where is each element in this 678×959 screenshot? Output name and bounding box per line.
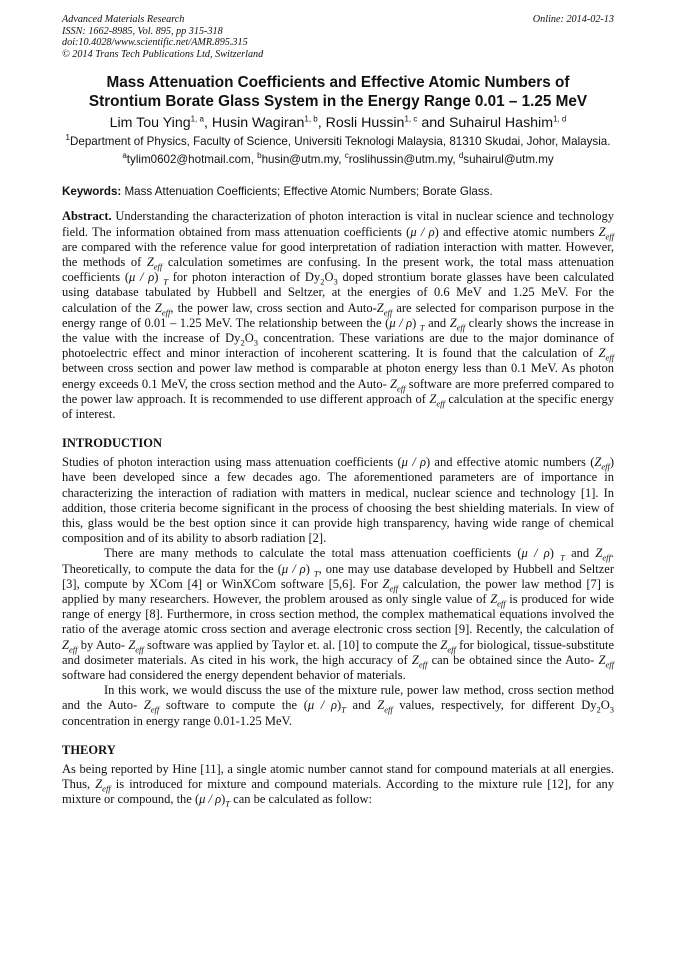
email-address: roslihussin@utm.my — [348, 153, 453, 167]
section-heading-introduction: INTRODUCTION — [62, 436, 163, 451]
email-address: tylim0602@hotmail.com — [126, 153, 251, 167]
email-mark: b — [257, 151, 262, 161]
author-name: Husin Wagiran — [211, 115, 305, 132]
email-address: suhairul@utm.my — [463, 153, 554, 167]
journal-name: Advanced Materials Research — [62, 14, 185, 25]
email-address: husin@utm.my — [261, 153, 339, 167]
abstract-paragraph: Abstract. Understanding the characterization of photon interaction is vital in nuclear science and technology field. The information obtained from mass attenuation coefficients (μ / ρ) and effective atomic numbers $Z_{eff}$ are compared with the reference value for good interpretation of radiation interaction with matter. However, the methods of $Z_{eff}$ calculation sometimes are confusing. In the present work, the total mass attenuation coefficients (μ / ρ) $_T$ for photon interaction of $Dy_2O_3$ doped strontium borate glasses have been calculated using database tabulated by Hubbell and Seltzer, at the energies of 0.6 MeV and 1.25 MeV. For the calculation of the $Z_{eff}$, the power law, cross section and Auto-$Z_{eff}$ are selected for comparison purpose in the energy range of 0.01 – 1.25 MeV. The relationship between the (μ / ρ) $_T$ and $Z_{eff}$ clearly shows the increase in the value with the increase of $Dy_2O_3$ concentration. These variations are due to the major dominance of photoelectric effect and minor interaction of incoherent scattering. It is found that the calculation of $Z_{eff}$ between cross section and power law method is comparable at photon energy less than 0.1 MeV. As photon energy exceeds 0.1 MeV, the cross section method and the Auto- $Z_{eff}$ software are more preferred compared to the power law approach. It is recommended to use different approach of $Z_{eff}$ calculation at the specific energy of interest. — [62, 209, 615, 422]
section-heading-theory: THEORY — [62, 742, 116, 757]
affiliation — [62, 134, 614, 150]
author-name: Rosli Hussin — [325, 115, 405, 132]
abstract-label: Abstract. — [62, 209, 112, 224]
copyright-line: © 2014 Trans Tech Publications Ltd, Switzerland — [62, 48, 264, 60]
issn-line: ISSN: 1662-8985, Vol. 895, pp 315-318 — [62, 25, 223, 37]
email-list: $^a$tylim0602@hotmail.com, $^b$husin@utm.my, $^c$roslihussin@utm.my, $^d$suhairul@utm.my — [122, 151, 554, 167]
email-mark: d — [458, 151, 464, 161]
author-affiliation-mark: 1, c — [404, 114, 418, 124]
affiliation-mark: 1 — [65, 133, 70, 143]
author-affiliation-mark: 1, b — [304, 114, 318, 124]
email-mark: c — [344, 151, 349, 161]
online-date: Online: 2014-02-13 — [532, 14, 614, 25]
keywords-label: Keywords: — [62, 185, 122, 199]
affiliation-text: Department of Physics, Faculty of Science, Universiti Teknologi Malaysia, 81310 Skudai, Johor, Malaysia. — [70, 135, 611, 149]
author-name: Lim Tou Ying — [109, 115, 191, 132]
author-affiliation-mark: 1, d — [553, 114, 567, 124]
title-line-1: Mass Attenuation Coefficients and Effective Atomic Numbers of — [106, 74, 570, 92]
author-name: Suhairul Hashim — [448, 115, 554, 132]
author-conjunction: and — [421, 115, 445, 132]
author-list: Lim Tou Ying$^{1, a}$, Husin Wagiran$^{1, b}$, Rosli Hussin$^{1, c}$ and Suhairul Hashim$^{1, d}$ — [109, 114, 567, 132]
email-mark: a — [122, 151, 127, 161]
paper-page — [62, 14, 614, 807]
journal-header — [62, 14, 614, 60]
paper-title — [62, 74, 614, 111]
intro-paragraph-1: Studies of photon interaction using mass attenuation coefficients (μ / ρ) and effective atomic numbers $(Z_{eff})$ have been developed since a few decades ago. The aforementioned parameters are of importance in characterizing the interaction of radiation with matters in medical, nuclear science and technology [1]. In addition, those criteria become significant in the process of choosing the best shielding materials. In view of this, glass would be the best option since it can provide high transparency, having wide range of chemical composition and of its ability to absorb radiation [2]. — [62, 455, 614, 546]
keywords-text: Mass Attenuation Coefficients; Effective Atomic Numbers; Borate Glass. — [124, 185, 493, 199]
author-affiliation-mark: 1, a — [190, 114, 204, 124]
intro-paragraph-2: There are many methods to calculate the total mass attenuation coefficients (μ / ρ) $_T$ and $Z_{eff}$. Theoretically, to compute the data for the (μ / ρ) $_T$, one may use database developed by Hubbell and Seltzer [3], compute by XCom [4] or WinXCom software [5,6]. For $Z_{eff}$ calculation, the power law method [7] is applied by many researchers. However, the problem aroused as only single value of $Z_{eff}$ is produced for wide range of energy [8]. Furthermore, in cross section method, the complex mathematical equations involved the ratio of the average atomic cross section and average electronic cross section [9]. Recently, the calculation of $Z_{eff}$ by Auto- $Z_{eff}$ software was applied by Taylor et. al. [10] to compute the $Z_{eff}$ for biological, tissue-substitute and dosimeter materials. As cited in his work, the high accuracy of $Z_{eff}$ can be obtained since the Auto- $Z_{eff}$ software had considered the energy dependent behavior of materials. — [62, 546, 615, 683]
keywords — [62, 184, 614, 199]
intro-paragraph-3: In this work, we would discuss the use of the mixture rule, power law method, cross section method and the Auto- $Z_{eff}$ software to compute the $(\mu / \rho)_T$ and $Z_{eff}$ values, respectively, for different $Dy_2O_3$ concentration in energy range 0.01-1.25 MeV. — [62, 683, 615, 728]
title-line-2: Strontium Borate Glass System in the Energy Range 0.01 – 1.25 MeV — [88, 92, 588, 110]
theory-paragraph-1: As being reported by Hine [11], a single atomic number cannot stand for compound materials at all energies. Thus, $Z_{eff}$ is introduced for mixture and compound materials. According to the mixture rule [12], for any mixture or compound, the $(\mu / \rho)_T$ can be calculated as follow: — [62, 761, 615, 809]
doi-line: doi:10.4028/www.scientific.net/AMR.895.315 — [62, 37, 248, 49]
